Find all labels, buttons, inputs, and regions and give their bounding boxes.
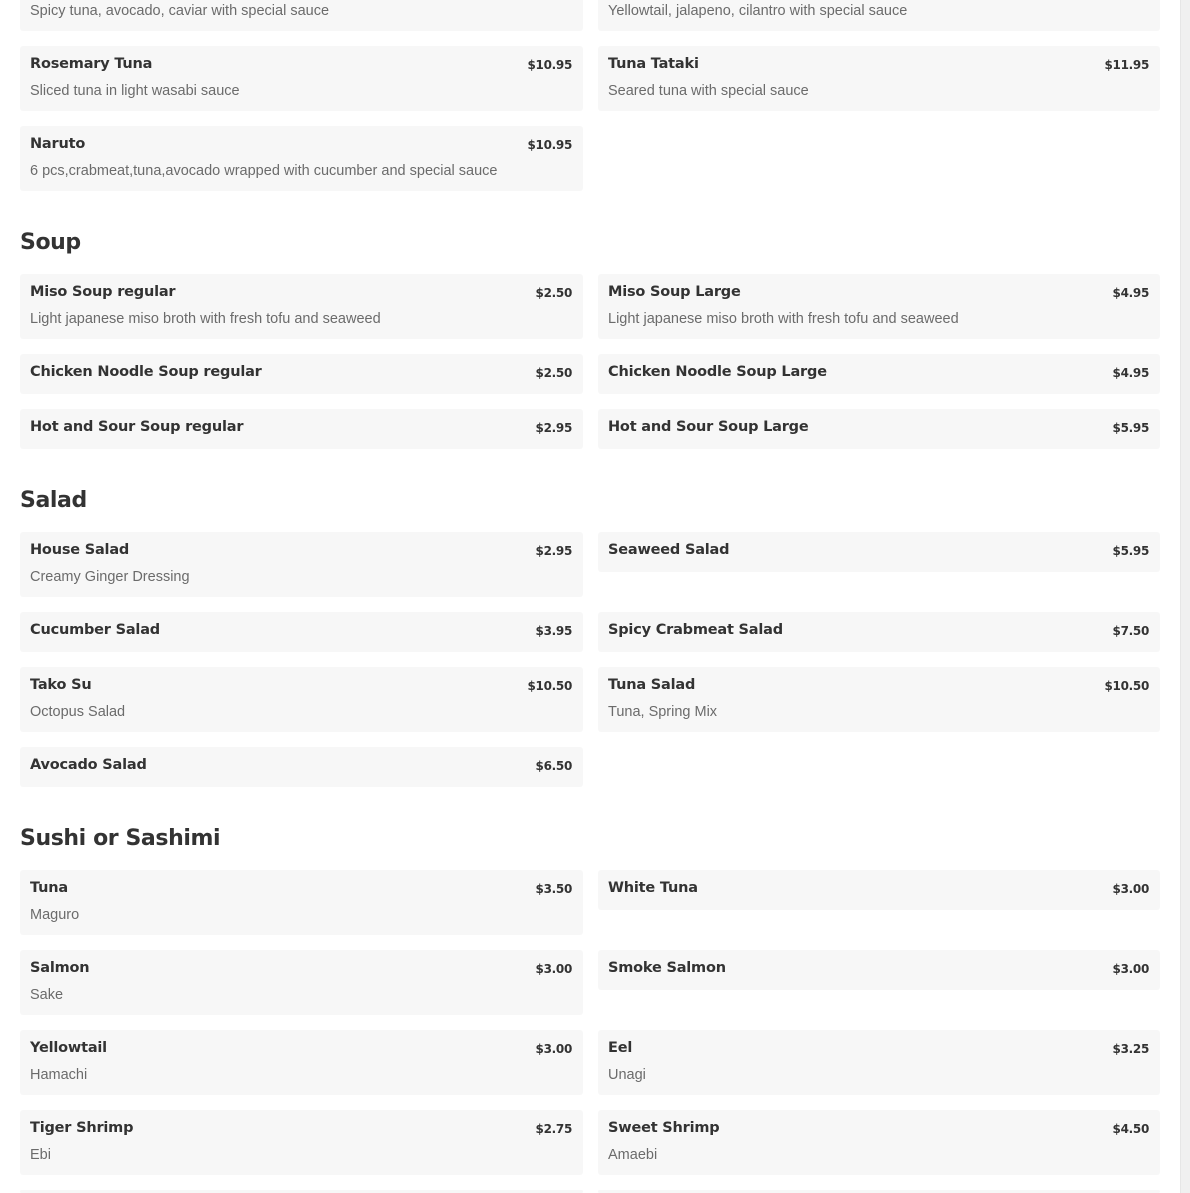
item-price: $3.00 <box>1112 962 1149 976</box>
item-name: White Tuna <box>608 880 698 896</box>
section-title-soup: Soup <box>20 230 81 255</box>
item-name: Tuna Tataki <box>608 56 699 72</box>
menu-item-card[interactable] <box>598 0 1160 31</box>
item-description: 6 pcs,crabmeat,tuna,avocado wrapped with cucumber and special sauce <box>30 163 498 179</box>
item-description: Unagi <box>608 1067 646 1083</box>
item-name: Rosemary Tuna <box>30 56 153 72</box>
menu-item-card[interactable] <box>598 1110 1160 1175</box>
menu-item-card[interactable] <box>598 409 1160 449</box>
menu-item-card[interactable] <box>20 409 583 449</box>
item-price: $3.00 <box>535 962 572 976</box>
item-name: House Salad <box>30 542 130 558</box>
item-name: Eel <box>608 1040 633 1056</box>
menu-item-card[interactable] <box>598 612 1160 652</box>
menu-item-card[interactable] <box>20 667 583 732</box>
section-title-salad: Salad <box>20 488 87 513</box>
item-description: Tuna, Spring Mix <box>608 704 718 720</box>
menu-item-card[interactable] <box>20 950 583 1015</box>
item-price: $3.95 <box>535 624 572 638</box>
item-name: Spicy Crabmeat Salad <box>608 622 783 638</box>
item-price: $10.95 <box>527 138 572 152</box>
menu-item-card[interactable] <box>20 532 583 597</box>
item-price: $2.75 <box>535 1122 572 1136</box>
item-name: Tako Su <box>30 677 92 693</box>
item-description: Spicy tuna, avocado, caviar with special sauce <box>30 3 330 19</box>
item-description: Seared tuna with special sauce <box>608 83 809 99</box>
item-description: Light japanese miso broth with fresh tofu and seaweed <box>608 311 959 327</box>
item-price: $10.50 <box>1104 679 1149 693</box>
item-description: Yellowtail, jalapeno, cilantro with special sauce <box>608 3 908 19</box>
item-description: Creamy Ginger Dressing <box>30 569 190 585</box>
menu-item-card[interactable] <box>598 950 1160 990</box>
item-description: Light japanese miso broth with fresh tofu and seaweed <box>30 311 381 327</box>
item-name: Chicken Noodle Soup regular <box>30 364 262 380</box>
item-description: Maguro <box>30 907 80 923</box>
item-price: $10.95 <box>527 58 572 72</box>
item-description: Sake <box>30 987 64 1003</box>
menu-item-card[interactable] <box>598 667 1160 732</box>
item-name: Seaweed Salad <box>608 542 730 558</box>
item-price: $5.95 <box>1112 544 1149 558</box>
menu-item-card[interactable] <box>20 354 583 394</box>
item-price: $3.00 <box>535 1042 572 1056</box>
menu-item-card[interactable] <box>20 747 583 787</box>
item-name: Yellowtail <box>30 1040 107 1056</box>
menu-item-card[interactable] <box>598 532 1160 572</box>
menu-item-card[interactable] <box>20 1110 583 1175</box>
item-price: $3.25 <box>1112 1042 1149 1056</box>
item-price: $3.50 <box>535 882 572 896</box>
item-description: Sliced tuna in light wasabi sauce <box>30 83 240 99</box>
item-price: $4.95 <box>1112 286 1149 300</box>
menu-item-card[interactable] <box>598 274 1160 339</box>
page-scrollbar[interactable] <box>1180 0 1190 1193</box>
item-name: Hot and Sour Soup Large <box>608 419 809 435</box>
item-description: Amaebi <box>608 1147 658 1163</box>
menu-item-card[interactable] <box>20 46 583 111</box>
item-price: $2.50 <box>535 286 572 300</box>
item-price: $4.95 <box>1112 366 1149 380</box>
item-name: Miso Soup Large <box>608 284 741 300</box>
item-description: Octopus Salad <box>30 704 126 720</box>
item-price: $2.95 <box>535 544 572 558</box>
item-price: $7.50 <box>1112 624 1149 638</box>
menu-item-card[interactable] <box>598 870 1160 910</box>
item-name: Chicken Noodle Soup Large <box>608 364 827 380</box>
menu-item-card[interactable] <box>20 612 583 652</box>
menu-item-card[interactable] <box>20 1030 583 1095</box>
menu-item-card[interactable] <box>20 274 583 339</box>
menu-item-card[interactable] <box>598 354 1160 394</box>
item-name: Cucumber Salad <box>30 622 160 638</box>
item-price: $2.50 <box>535 366 572 380</box>
menu-item-card[interactable] <box>20 870 583 935</box>
menu-item-card[interactable] <box>20 0 583 31</box>
item-name: Hot and Sour Soup regular <box>30 419 244 435</box>
item-price: $5.95 <box>1112 421 1149 435</box>
item-price: $2.95 <box>535 421 572 435</box>
item-name: Tiger Shrimp <box>30 1120 134 1136</box>
item-price: $6.50 <box>535 759 572 773</box>
item-name: Salmon <box>30 960 90 976</box>
item-price: $11.95 <box>1104 58 1149 72</box>
item-price: $4.50 <box>1112 1122 1149 1136</box>
item-name: Avocado Salad <box>30 757 147 773</box>
menu-item-card[interactable] <box>20 126 583 191</box>
item-name: Sweet Shrimp <box>608 1120 720 1136</box>
item-name: Tuna Salad <box>608 677 696 693</box>
item-name: Tuna <box>30 880 68 896</box>
item-price: $3.00 <box>1112 882 1149 896</box>
item-name: Naruto <box>30 136 86 152</box>
section-title-sushi-or-sashimi: Sushi or Sashimi <box>20 826 221 851</box>
item-name: Miso Soup regular <box>30 284 176 300</box>
item-description: Hamachi <box>30 1067 88 1083</box>
menu-item-card[interactable] <box>598 1030 1160 1095</box>
item-price: $10.50 <box>527 679 572 693</box>
menu-item-card[interactable] <box>598 46 1160 111</box>
item-name: Smoke Salmon <box>608 960 726 976</box>
item-description: Ebi <box>30 1147 51 1163</box>
